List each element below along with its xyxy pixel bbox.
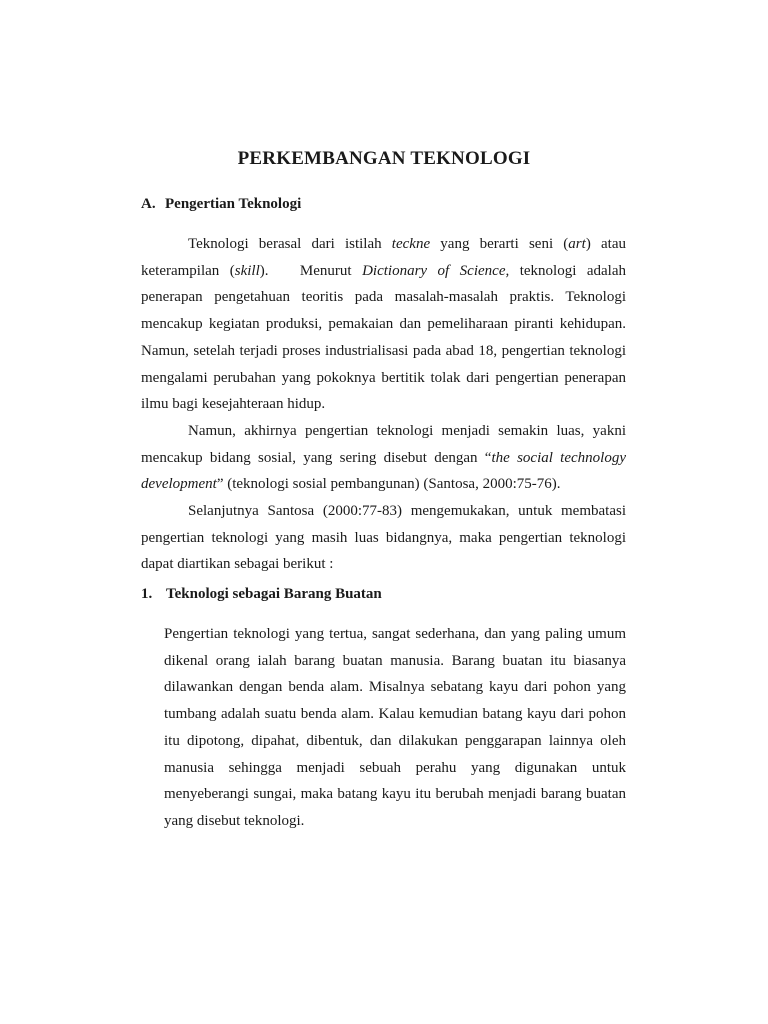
subsection-heading <box>141 586 382 603</box>
paragraph-2-text-2: ” (teknologi sosial pembangunan) (Santosa, 2000:75-76). <box>216 476 561 493</box>
section-heading <box>141 196 301 213</box>
paragraph-1-text-1: Teknologi berasal dari istilah <box>188 236 392 252</box>
section-heading-text: Pengertian Teknologi <box>165 196 302 212</box>
term-skill: skill <box>234 262 260 279</box>
paragraph-1-text-5: teknologi adalah penerapan pengetahuan teoritis pada masalah-masalah praktis. Teknologi mencakup kegiatan produksi, pemakaian dan pemeliharaan piranti kehidupan. Namun, setelah terjadi proses industrialisasi pada abad 18, pengertian teknologi mengalami perubahan yang pokoknya bertitik tolak dari pengertian penerapan ilmu bagi kesejahteraan hidup. <box>141 262 626 413</box>
section-body <box>141 231 626 578</box>
paragraph-1-text-2: yang berarti seni ( <box>430 236 569 252</box>
term-dictionary-of-science: Dictionary of Science, <box>362 262 510 279</box>
paragraph-2 <box>141 418 626 498</box>
subsection-number: 1. <box>141 586 153 602</box>
paragraph-1-text-4: ). Menurut <box>259 262 363 279</box>
paragraph-1 <box>141 231 626 418</box>
subsection-paragraph: Pengertian teknologi yang tertua, sangat sederhana, dan yang paling umum dikenal orang ialah barang buatan manusia. Barang buatan itu biasanya dilawankan dengan benda alam. Misalnya sebatang kayu dari pohon yang tumbang adalah suatu benda alam. Kalau kemudian batang kayu dari pohon itu dipotong, dipahat, dibentuk, dan dilakukan penggarapan lainnya oleh manusia sehingga menjadi sebuah perahu yang digunakan untuk menyeberangi sungai, maka batang kayu itu berubah menjadi barang buatan yang disebut teknologi. <box>164 626 626 829</box>
subsection-body <box>164 621 626 835</box>
term-art: art <box>568 236 586 252</box>
paragraph-1-text-3: ) atau keterampilan ( <box>141 236 626 279</box>
page-title: PERKEMBANGAN TEKNOLOGI <box>237 148 531 169</box>
paragraph-3: Selanjutnya Santosa (2000:77-83) mengemukakan, untuk membatasi pengertian teknologi yang masih luas bidangnya, maka pengertian teknologi dapat diartikan sebagai berikut : <box>141 503 626 573</box>
subsection-heading-text: Teknologi sebagai Barang Buatan <box>166 586 382 602</box>
term-social-technology-development: the social technology development <box>141 449 626 493</box>
section-letter: A. <box>141 196 156 212</box>
paragraph-2-text-1: Namun, akhirnya pengertian teknologi menjadi semakin luas, yakni mencakup bidang sosial, yang sering disebut dengan “ <box>141 422 626 466</box>
term-teckne: teckne <box>391 236 431 252</box>
